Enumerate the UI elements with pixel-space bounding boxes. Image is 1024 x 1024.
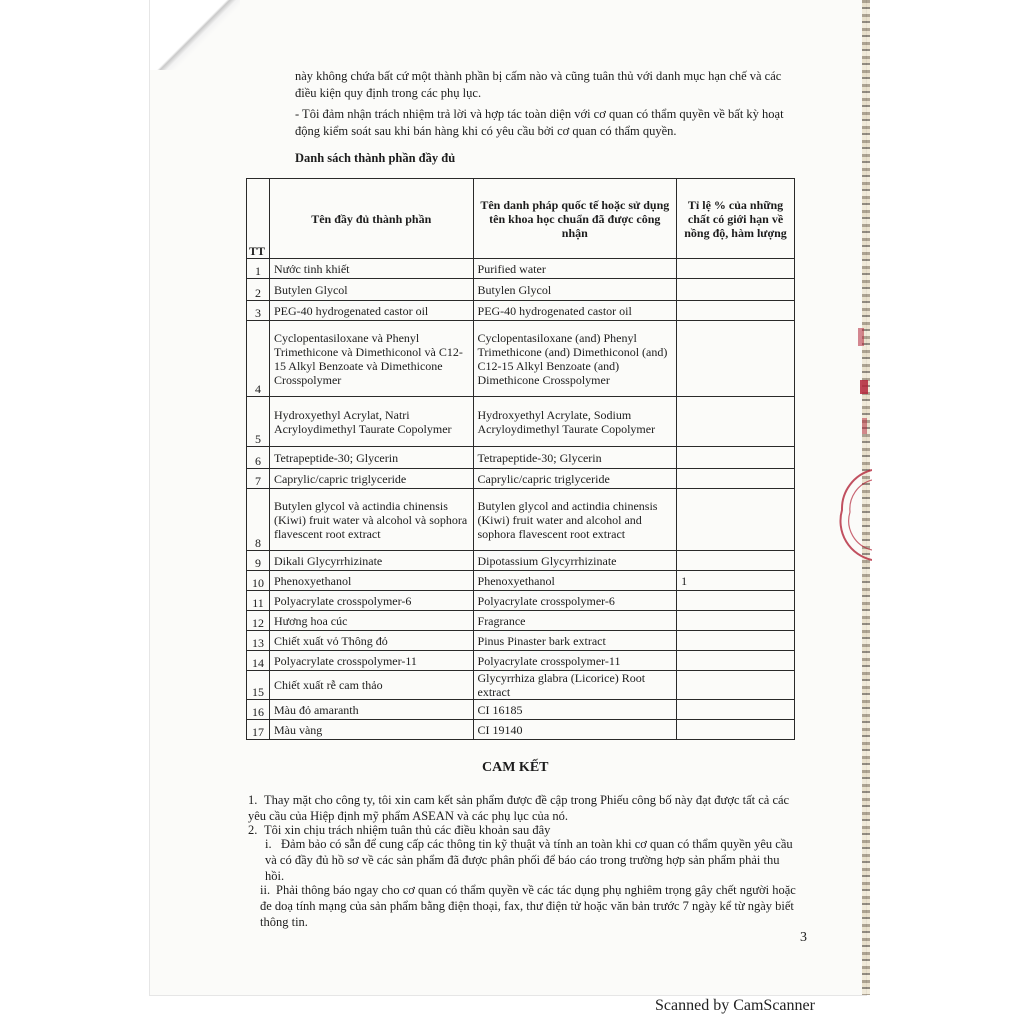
ingredient-name: Màu đỏ amaranth xyxy=(269,700,473,720)
commitment-item-1 xyxy=(248,792,798,824)
ingredient-percent xyxy=(677,720,795,740)
ingredient-percent xyxy=(677,611,795,631)
ingredient-percent xyxy=(677,321,795,397)
ingredient-intl-name: Hydroxyethyl Acrylate, Sodium Acryloydimethyl Taurate Copolymer xyxy=(473,397,677,447)
row-number: 7 xyxy=(247,469,270,489)
ingredient-intl-name: Phenoxyethanol xyxy=(473,571,677,591)
table-row xyxy=(247,551,795,571)
commitment-sub-i xyxy=(265,836,797,884)
header-full-name: Tên đầy đủ thành phần xyxy=(269,179,473,259)
ingredient-name: Polyacrylate crosspolymer-11 xyxy=(269,651,473,671)
ingredient-percent: 1 xyxy=(677,571,795,591)
row-number: 1 xyxy=(247,259,270,279)
ingredient-intl-name: Butylen glycol and actindia chinensis (Kiwi) fruit water and alcohol and sophora flavescent root extract xyxy=(473,489,677,551)
page-number: 3 xyxy=(800,930,807,945)
row-number: 11 xyxy=(247,591,270,611)
table-row xyxy=(247,651,795,671)
item-text: Đảm bảo có sẵn để cung cấp các thông tin kỹ thuật và tính an toàn khi cơ quan có thẩm quyền yêu cầu và có đầy đủ hồ sơ về các sản phẩm đã được phân phối để báo cáo trong trường hợp sản phẩm phải thu hồi. xyxy=(265,837,793,883)
row-number: 6 xyxy=(247,447,270,469)
ingredient-percent xyxy=(677,469,795,489)
table-header-row xyxy=(247,179,795,259)
table-row xyxy=(247,671,795,700)
table-body xyxy=(247,259,795,740)
item-text: Phải thông báo ngay cho cơ quan có thẩm quyền về các tác dụng phụ nghiêm trọng gây chết người hoặc đe doạ tính mạng của sản phẩm bằng điện thoại, fax, thư điện tử hoặc văn bản trước 7 ngày kể từ ngày biết thông tin. xyxy=(260,883,796,929)
partial-seal-stamp xyxy=(832,320,872,600)
ingredient-intl-name: CI 16185 xyxy=(473,700,677,720)
ingredient-table xyxy=(246,178,795,740)
row-number: 13 xyxy=(247,631,270,651)
ingredient-name: Hydroxyethyl Acrylat, Natri Acryloydimethyl Taurate Copolymer xyxy=(269,397,473,447)
ingredient-intl-name: PEG-40 hydrogenated castor oil xyxy=(473,301,677,321)
ingredient-percent xyxy=(677,631,795,651)
ingredient-intl-name: Cyclopentasiloxane (and) Phenyl Trimethicone (and) Dimethiconol (and) C12-15 Alkyl Benzoate (and) Dimethicone Crosspolymer xyxy=(473,321,677,397)
ingredient-name: PEG-40 hydrogenated castor oil xyxy=(269,301,473,321)
ingredient-intl-name: Polyacrylate crosspolymer-6 xyxy=(473,591,677,611)
ingredient-name: Chiết xuất rễ cam thảo xyxy=(269,671,473,700)
commitment-sub-ii xyxy=(260,882,797,930)
intro-paragraph-1: này không chứa bất cứ một thành phần bị cấm nào và cũng tuân thủ với danh mục hạn chế và các điều kiện quy định trong các phụ lục. xyxy=(295,69,782,100)
table-row xyxy=(247,397,795,447)
ingredient-percent xyxy=(677,700,795,720)
ingredient-intl-name: CI 19140 xyxy=(473,720,677,740)
row-number: 16 xyxy=(247,700,270,720)
row-number: 15 xyxy=(247,671,270,700)
table-row xyxy=(247,469,795,489)
ingredient-name: Tetrapeptide-30; Glycerin xyxy=(269,447,473,469)
ingredient-name: Butylen Glycol xyxy=(269,279,473,301)
ingredient-list-title: Danh sách thành phần đầy đủ xyxy=(295,151,456,165)
item-number: i. xyxy=(265,837,272,851)
ingredient-percent xyxy=(677,651,795,671)
ingredient-name: Caprylic/capric triglyceride xyxy=(269,469,473,489)
table-row xyxy=(247,591,795,611)
header-intl-name: Tên danh pháp quốc tế hoặc sử dụng tên khoa học chuẩn đã được công nhận xyxy=(473,179,677,259)
item-number: ii. xyxy=(260,883,271,897)
ingredient-percent xyxy=(677,591,795,611)
ingredient-intl-name: Polyacrylate crosspolymer-11 xyxy=(473,651,677,671)
item-number: 2. xyxy=(248,823,258,837)
row-number: 17 xyxy=(247,720,270,740)
ingredient-percent xyxy=(677,489,795,551)
table-row xyxy=(247,631,795,651)
ingredient-percent xyxy=(677,671,795,700)
ingredient-percent xyxy=(677,279,795,301)
row-number: 12 xyxy=(247,611,270,631)
ingredient-intl-name: Purified water xyxy=(473,259,677,279)
row-number: 4 xyxy=(247,321,270,397)
item-number: 1. xyxy=(248,793,258,807)
page-corner-fold xyxy=(150,0,240,70)
ingredient-name: Cyclopentasiloxane và Phenyl Trimethicone và Dimethiconol và C12-15 Alkyl Benzoate và Dimethicone Crosspolymer xyxy=(269,321,473,397)
row-number: 5 xyxy=(247,397,270,447)
table-row xyxy=(247,700,795,720)
ingredient-name: Polyacrylate crosspolymer-6 xyxy=(269,591,473,611)
item-text: Thay mặt cho công ty, tôi xin cam kết sản phẩm được đề cập trong Phiếu công bố này đạt được tất cả các yêu cầu của Hiệp định mỹ phẩm ASEAN và các phụ lục của nó. xyxy=(248,793,790,823)
row-number: 10 xyxy=(247,571,270,591)
header-percent: Tỉ lệ % của những chất có giới hạn về nồng độ, hàm lượng xyxy=(677,179,795,259)
ingredient-intl-name: Pinus Pinaster bark extract xyxy=(473,631,677,651)
item-text: Tôi xin chịu trách nhiệm tuân thủ các điều khoản sau đây xyxy=(264,823,551,837)
intro-paragraph-2: - Tôi đảm nhận trách nhiệm trả lời và hợp tác toàn diện với cơ quan có thẩm quyền về bất kỳ hoạt động kiểm soát sau khi bán hàng khi có yêu cầu bởi cơ quan có thẩm quyền. xyxy=(295,107,784,138)
table-row xyxy=(247,279,795,301)
row-number: 9 xyxy=(247,551,270,571)
ingredient-percent xyxy=(677,301,795,321)
ingredient-percent xyxy=(677,259,795,279)
row-number: 3 xyxy=(247,301,270,321)
ingredient-intl-name: Tetrapeptide-30; Glycerin xyxy=(473,447,677,469)
ingredient-percent xyxy=(677,551,795,571)
table-row xyxy=(247,611,795,631)
ingredient-name: Màu vàng xyxy=(269,720,473,740)
ingredient-name: Phenoxyethanol xyxy=(269,571,473,591)
ingredient-intl-name: Dipotassium Glycyrrhizinate xyxy=(473,551,677,571)
header-tt: TT xyxy=(247,179,270,259)
ingredient-intl-name: Glycyrrhiza glabra (Licorice) Root extract xyxy=(473,671,677,700)
ingredient-intl-name: Caprylic/capric triglyceride xyxy=(473,469,677,489)
table-row xyxy=(247,301,795,321)
ingredient-percent xyxy=(677,397,795,447)
commitment-title: CAM KẾT xyxy=(482,760,549,775)
ingredient-name: Hương hoa cúc xyxy=(269,611,473,631)
table-row xyxy=(247,571,795,591)
ingredient-name: Butylen glycol và actindia chinensis (Kiwi) fruit water và alcohol và sophora flavescent root extract xyxy=(269,489,473,551)
row-number: 8 xyxy=(247,489,270,551)
ingredient-intl-name: Butylen Glycol xyxy=(473,279,677,301)
row-number: 14 xyxy=(247,651,270,671)
ingredient-name: Chiết xuất vỏ Thông đỏ xyxy=(269,631,473,651)
scanner-watermark: Scanned by CamScanner xyxy=(655,997,815,1014)
table-row xyxy=(247,321,795,397)
ingredient-name: Dikali Glycyrrhizinate xyxy=(269,551,473,571)
ingredient-name: Nước tinh khiết xyxy=(269,259,473,279)
table-row xyxy=(247,489,795,551)
table-row xyxy=(247,259,795,279)
ingredient-intl-name: Fragrance xyxy=(473,611,677,631)
table-row xyxy=(247,447,795,469)
row-number: 2 xyxy=(247,279,270,301)
table-row xyxy=(247,720,795,740)
ingredient-percent xyxy=(677,447,795,469)
